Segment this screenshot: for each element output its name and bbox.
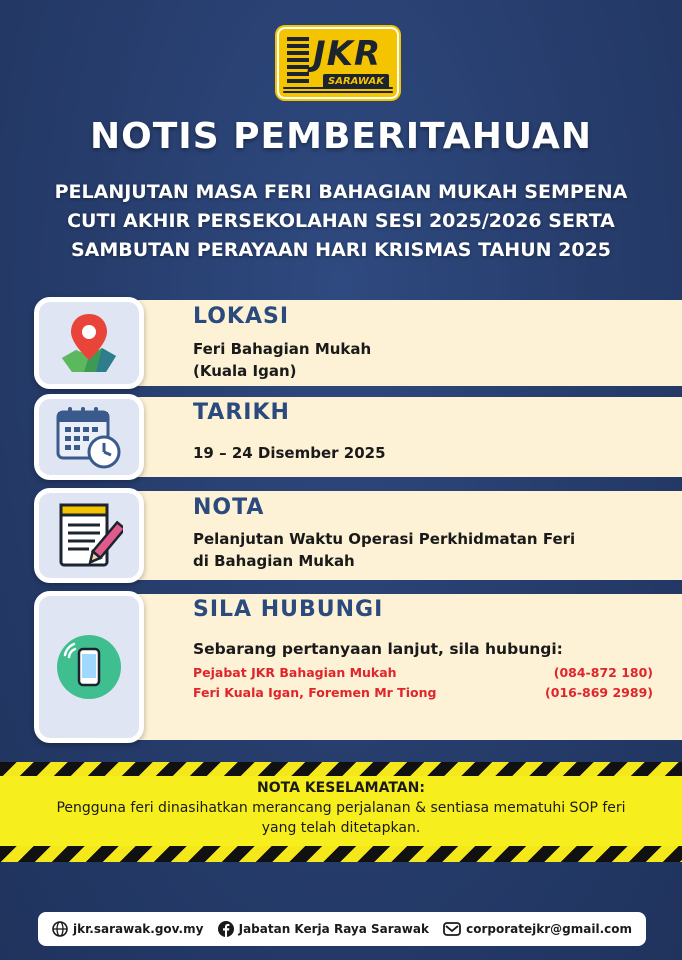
email-icon — [443, 921, 461, 937]
contact-name: Feri Kuala Igan, Foremen Mr Tiong — [193, 685, 437, 700]
hazard-stripe-bottom — [0, 846, 682, 862]
contact-phone[interactable]: (016-869 2989) — [545, 685, 653, 700]
card-tarikh — [90, 397, 682, 477]
document-pencil-icon — [55, 501, 123, 571]
website-link[interactable]: jkr.sarawak.gov.my — [73, 922, 204, 936]
safety-notice — [0, 776, 682, 846]
globe-icon — [52, 921, 68, 937]
footer-website[interactable] — [52, 921, 203, 937]
subtitle-line: SAMBUTAN PERAYAAN HARI KRISMAS TAHUN 2025 — [70, 239, 612, 261]
logo-region: SARAWAK — [323, 74, 389, 89]
logo-brand: JKR — [313, 34, 382, 74]
safety-line: Pengguna feri dinasihatkan merancang perjalanan & sentiasa mematuhi SOP feri — [56, 800, 626, 816]
calendar-clock-icon — [54, 404, 124, 470]
tarikh-line: 19 – 24 Disember 2025 — [193, 444, 386, 462]
footer-email[interactable] — [443, 921, 632, 937]
lokasi-heading: LOKASI — [193, 304, 290, 329]
contact-row — [193, 685, 653, 700]
hubungi-icon-box — [34, 591, 144, 743]
nota-icon-box — [34, 488, 144, 583]
page-title: NOTIS PEMBERITAHUAN — [90, 116, 592, 157]
email-link[interactable]: corporatejkr@gmail.com — [466, 922, 632, 936]
contact-name: Pejabat JKR Bahagian Mukah — [193, 665, 397, 680]
phone-icon — [55, 633, 123, 701]
facebook-icon — [218, 921, 234, 937]
footer-facebook[interactable] — [218, 921, 429, 937]
lokasi-line: Feri Bahagian Mukah — [193, 340, 372, 358]
subtitle-line: PELANJUTAN MASA FERI BAHAGIAN MUKAH SEMPENA — [54, 181, 628, 203]
tarikh-icon-box — [34, 394, 144, 480]
hubungi-heading: SILA HUBUNGI — [193, 597, 384, 622]
nota-heading: NOTA — [193, 495, 265, 520]
contact-phone[interactable]: (084-872 180) — [553, 665, 653, 680]
subtitle-line: CUTI AKHIR PERSEKOLAHAN SESI 2025/2026 SERTA — [67, 210, 615, 232]
map-pin-icon — [56, 310, 122, 376]
hubungi-intro: Sebarang pertanyaan lanjut, sila hubungi: — [193, 640, 563, 658]
logo-bars — [287, 37, 309, 93]
lokasi-line: (Kuala Igan) — [193, 362, 297, 380]
nota-text — [193, 528, 575, 572]
jkr-logo — [277, 27, 399, 99]
lokasi-text — [193, 338, 371, 382]
page-subtitle — [10, 178, 672, 265]
contact-row — [193, 665, 653, 680]
tarikh-heading: TARIKH — [193, 400, 290, 425]
safety-line: yang telah ditetapkan. — [261, 820, 421, 836]
nota-line: Pelanjutan Waktu Operasi Perkhidmatan Feri — [193, 530, 576, 548]
footer-bar — [38, 912, 646, 946]
lokasi-icon-box — [34, 297, 144, 389]
nota-line: di Bahagian Mukah — [193, 552, 355, 570]
facebook-link[interactable]: Jabatan Kerja Raya Sarawak — [238, 922, 429, 936]
tarikh-text — [193, 442, 386, 464]
logo-waves — [283, 87, 393, 95]
safety-body — [0, 796, 682, 838]
card-lokasi — [90, 300, 682, 386]
safety-heading: NOTA KESELAMATAN: — [257, 780, 425, 796]
